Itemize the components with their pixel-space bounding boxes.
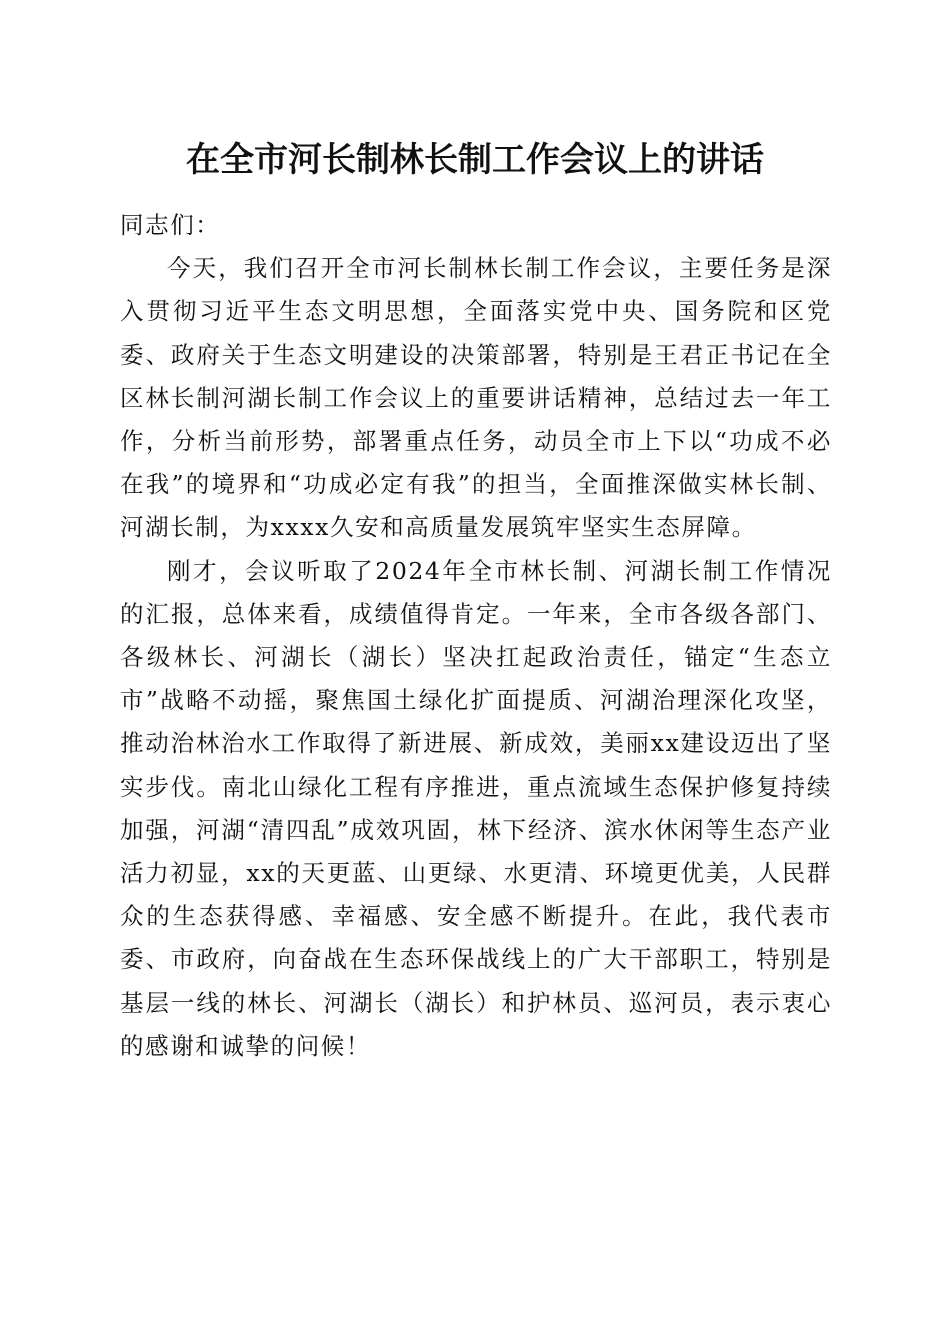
document-title: 在全市河长制林长制工作会议上的讲话	[186, 140, 764, 180]
document-body	[120, 204, 832, 1068]
salutation: 同志们：	[120, 211, 221, 239]
paragraph-1: 今天，我们召开全市河长制林长制工作会议，主要任务是深入贯彻习近平生态文明思想，全面落实党中央、国务院和区党委、政府关于生态文明建设的决策部署，特别是王君正书记在全区林长制河湖长制工作会议上的重要讲话精神，总结过去一年工作，分析当前形势，部署重点任务，动员全市上下以“功成不必在我”的境界和“功成必定有我”的担当，全面推深做实林长制、河湖长制，为xxxx久安和高质量发展筑牢坚实生态屏障。	[120, 254, 832, 542]
paragraph-2: 刚才，会议听取了2024年全市林长制、河湖长制工作情况的汇报，总体来看，成绩值得肯定。一年来，全市各级各部门、各级林长、河湖长（湖长）坚决扛起政治责任，锚定“生态立市”战略不动摇，聚焦国土绿化扩面提质、河湖治理深化攻坚，推动治林治水工作取得了新进展、新成效，美丽xx建设迈出了坚实步伐。南北山绿化工程有序推进，重点流域生态保护修复持续加强，河湖“清四乱”成效巩固，林下经济、滨水休闲等生态产业活力初显，xx的天更蓝、山更绿、水更清、环境更优美，人民群众的生态获得感、幸福感、安全感不断提升。在此，我代表市委、市政府，向奋战在生态环保战线上的广大干部职工，特别是基层一线的林长、河湖长（湖长）和护林员、巡河员，表示衷心的感谢和诚挚的问候！	[120, 556, 832, 1060]
